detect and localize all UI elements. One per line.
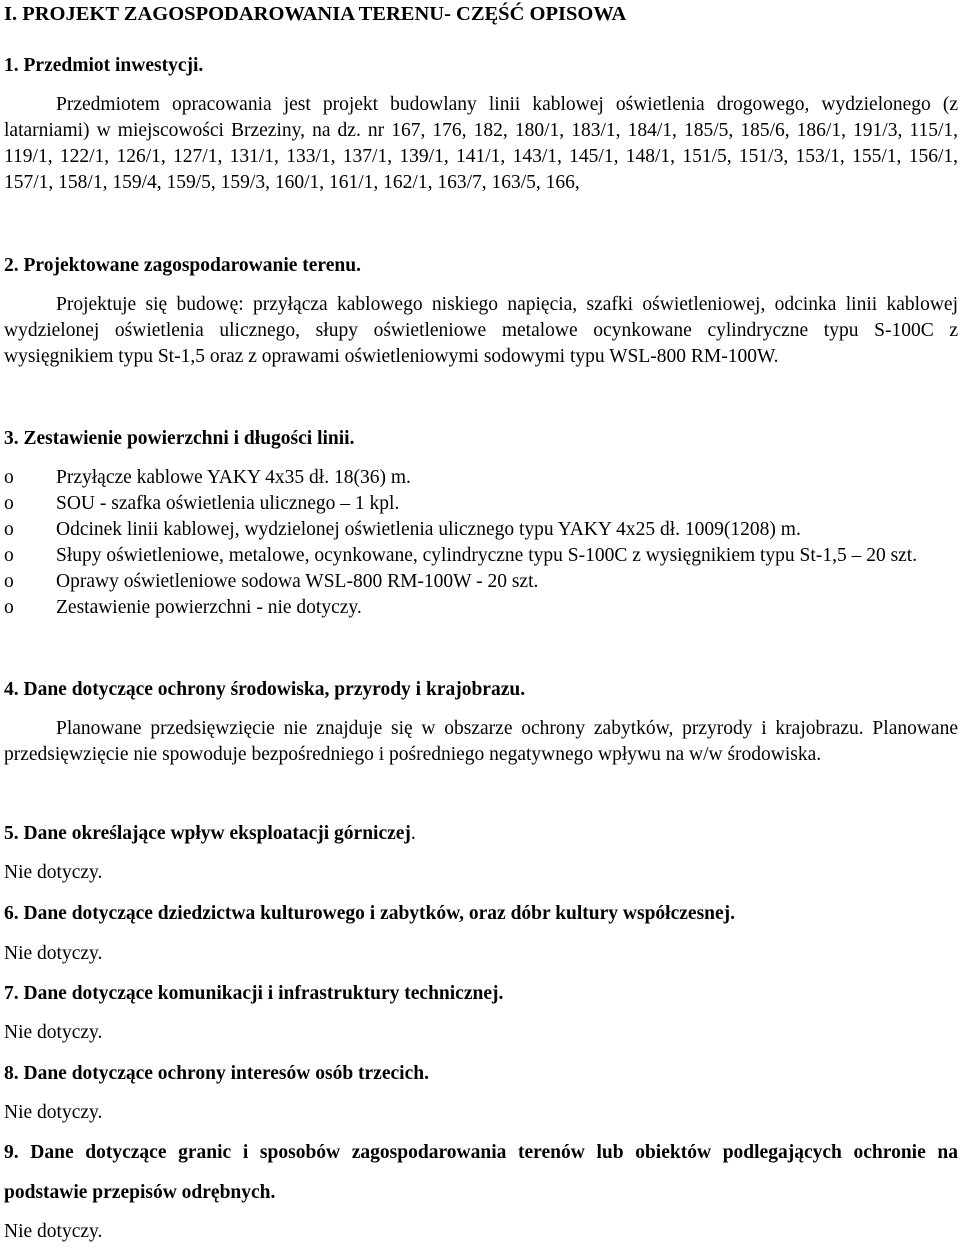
section-5-heading-suffix: . (410, 823, 416, 844)
section-5-heading-text: 5. Dane określające wpływ eksploatacji górniczej (4, 823, 411, 844)
section-5-heading (4, 821, 416, 847)
list-item (4, 465, 958, 491)
section-3-list (4, 465, 958, 621)
section-3-heading: 3. Zestawienie powierzchni i długości linii. (4, 428, 355, 449)
list-item-text: Przyłącze kablowe YAKY 4x35 dł. 18(36) m. (56, 467, 411, 488)
section-1-paragraph: Przedmiotem opracowania jest projekt budowlany linii kablowej oświetlenia drogowego, wydzielonego (z latarniami) w miejscowości Brzeziny, na dz. nr 167, 176, 182, 180/1, 183/1, 184/1, 185/5, 185/6, 186/1, 191/3, 115/1, 119/1, 122/1, 126/1, 127/1, 131/1, 133/1, 137/1, 139/1, 141/1, 143/1, 145/1, 148/1, 151/5, 151/3, 153/1, 155/1, 156/1, 157/1, 158/1, 159/4, 159/5, 159/3, 160/1, 161/1, 162/1, 163/7, 163/5, 166, (4, 94, 958, 193)
bullet-o-icon: o (4, 493, 14, 514)
document-title: I. PROJEKT ZAGOSPODAROWANIA TERENU- CZĘŚĆ OPISOWA (4, 3, 627, 25)
bullet-o-icon: o (4, 571, 14, 592)
list-item-text: SOU - szafka oświetlenia ulicznego – 1 kpl. (56, 493, 400, 514)
bullet-o-icon: o (4, 545, 14, 566)
section-8-heading: 8. Dane dotyczące ochrony interesów osób trzecich. (4, 1063, 429, 1084)
section-4-heading: 4. Dane dotyczące ochrony środowiska, przyrody i krajobrazu. (4, 679, 526, 700)
list-item (4, 543, 958, 569)
bullet-o-icon: o (4, 467, 14, 488)
list-item (4, 491, 958, 517)
section-6-text: Nie dotyczy. (4, 943, 103, 964)
section-9-heading: 9. Dane dotyczące granic i sposobów zagospodarowania terenów lub obiektów podlegających ochronie na podstawie przepisów odrębnych. (4, 1142, 958, 1203)
section-9-text: Nie dotyczy. (4, 1221, 103, 1242)
list-item-text: Słupy oświetleniowe, metalowe, ocynkowane, cylindryczne typu S-100C z wysięgnikiem typu St-1,5 – 20 szt. (56, 545, 918, 566)
section-5-text: Nie dotyczy. (4, 862, 103, 883)
section-1-heading: 1. Przedmiot inwestycji. (4, 55, 204, 76)
section-2-heading: 2. Projektowane zagospodarowanie terenu. (4, 255, 361, 276)
section-2-paragraph: Projektuje się budowę: przyłącza kablowego niskiego napięcia, szafki oświetleniowej, odcinka linii kablowej wydzielonej oświetlenia ulicznego, słupy oświetleniowe metalowe ocynkowane cylindryczne typu S-100C z wysięgnikiem typu St-1,5 oraz z oprawami oświetleniowymi sodowymi typu WSL-800 RM-100W. (4, 294, 958, 367)
section-8-text: Nie dotyczy. (4, 1102, 103, 1123)
section-7-text: Nie dotyczy. (4, 1022, 103, 1043)
list-item-text: Zestawienie powierzchni - nie dotyczy. (56, 597, 362, 618)
bullet-o-icon: o (4, 519, 14, 540)
bullet-o-icon: o (4, 597, 14, 618)
section-7-heading: 7. Dane dotyczące komunikacji i infrastruktury technicznej. (4, 983, 504, 1004)
list-item (4, 569, 958, 595)
list-item (4, 517, 958, 543)
list-item (4, 595, 958, 621)
list-item-text: Odcinek linii kablowej, wydzielonej oświetlenia ulicznego typu YAKY 4x25 dł. 1009(1208) m. (56, 519, 801, 540)
section-6-heading: 6. Dane dotyczące dziedzictwa kulturowego i zabytków, oraz dóbr kultury współczesnej. (4, 903, 736, 924)
list-item-text: Oprawy oświetleniowe sodowa WSL-800 RM-100W - 20 szt. (56, 571, 539, 592)
section-4-paragraph: Planowane przedsięwzięcie nie znajduje się w obszarze ochrony zabytków, przyrody i krajobrazu. Planowane przedsięwzięcie nie spowoduje bezpośredniego i pośredniego negatywnego wpływu na w/w środowiska. (4, 718, 958, 765)
